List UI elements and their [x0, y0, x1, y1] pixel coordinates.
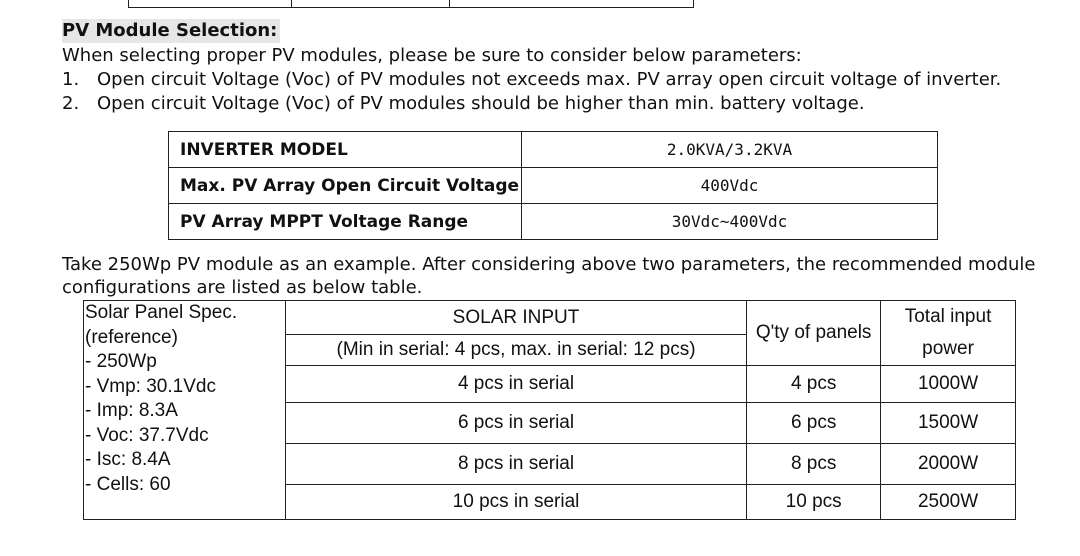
spec-label: Max. PV Array Open Circuit Voltage — [169, 168, 522, 204]
solar-panel-spec-cell — [84, 301, 286, 520]
table-row — [169, 132, 938, 168]
list-item — [62, 92, 865, 116]
spec-line: - Vmp: 30.1Vdc — [85, 375, 216, 397]
spec-line: - Voc: 37.7Vdc — [85, 424, 209, 446]
qty-header: Q'ty of panels — [747, 301, 881, 366]
serial-cell: 8 pcs in serial — [285, 444, 746, 485]
previous-table-edge — [128, 0, 694, 8]
total-header-line: power — [922, 338, 974, 359]
spec-value: 400Vdc — [522, 168, 938, 204]
serial-cell: 10 pcs in serial — [285, 485, 746, 520]
qty-cell: 4 pcs — [747, 366, 881, 403]
module-config-table — [83, 300, 1016, 520]
total-cell: 1000W — [881, 366, 1016, 403]
list-number: 2. — [62, 93, 80, 114]
intro-text: When selecting proper PV modules, please be sure to consider below parameters: — [62, 45, 802, 66]
total-power-header — [881, 301, 1016, 366]
spec-value: 2.0KVA/3.2KVA — [522, 132, 938, 168]
spec-line: - Cells: 60 — [85, 473, 171, 495]
list-item — [62, 68, 1001, 92]
spec-label: PV Array MPPT Voltage Range — [169, 204, 522, 240]
list-text: Open circuit Voltage (Voc) of PV modules should be higher than min. battery voltage. — [97, 93, 865, 114]
list-text: Open circuit Voltage (Voc) of PV modules not exceeds max. PV array open circuit voltage of inverter. — [97, 69, 1002, 90]
serial-cell: 6 pcs in serial — [285, 403, 746, 444]
spec-line: Solar Panel Spec. — [85, 302, 238, 323]
table-row — [169, 168, 938, 204]
table-row — [84, 301, 1016, 335]
table-row — [169, 204, 938, 240]
example-paragraph: Take 250Wp PV module as an example. After considering above two parameters, the recommended module configurations are listed as below table. — [62, 254, 1036, 298]
solar-input-header: SOLAR INPUT — [285, 301, 746, 335]
spec-line: (reference) — [85, 326, 178, 348]
spec-label: INVERTER MODEL — [169, 132, 522, 168]
total-cell: 1500W — [881, 403, 1016, 444]
section-heading: PV Module Selection: — [62, 19, 280, 43]
total-cell: 2000W — [881, 444, 1016, 485]
total-header-line: Total input — [904, 306, 992, 327]
qty-cell: 10 pcs — [747, 485, 881, 520]
spec-line: - 250Wp — [85, 351, 157, 372]
total-cell: 2500W — [881, 485, 1016, 520]
spec-line: - Imp: 8.3A — [85, 400, 178, 421]
spec-line: - Isc: 8.4A — [85, 449, 171, 470]
inverter-spec-table — [168, 131, 938, 240]
qty-cell: 6 pcs — [747, 403, 881, 444]
spec-value: 30Vdc~400Vdc — [522, 204, 938, 240]
solar-input-subheader: (Min in serial: 4 pcs, max. in serial: 12 pcs) — [285, 335, 746, 366]
qty-cell: 8 pcs — [747, 444, 881, 485]
list-number: 1. — [62, 69, 80, 90]
serial-cell: 4 pcs in serial — [285, 366, 746, 403]
